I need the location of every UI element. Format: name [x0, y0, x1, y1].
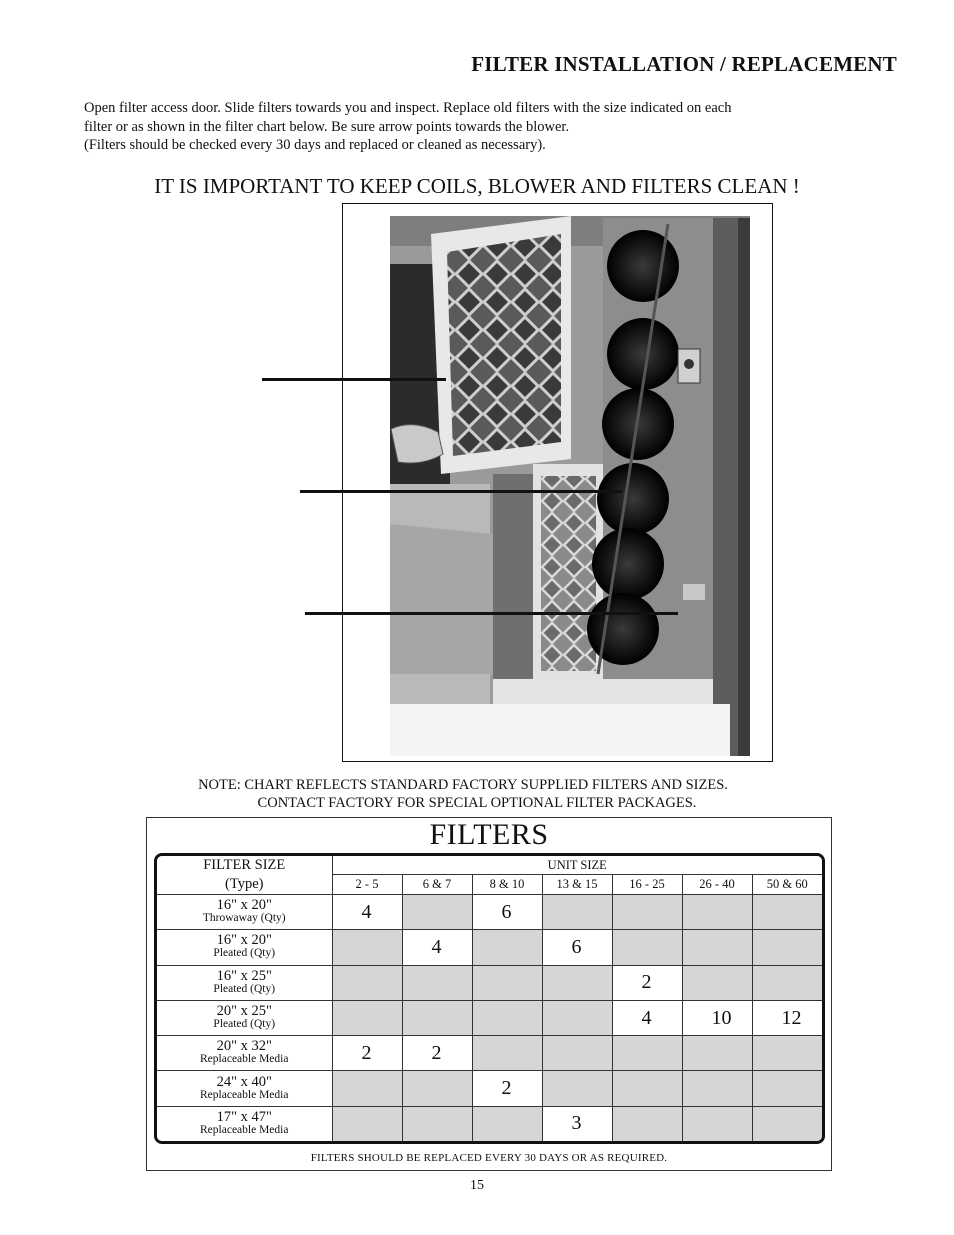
quantity-cell: [332, 965, 402, 1000]
quantity-cell: 6: [472, 895, 542, 930]
filter-size-header: [157, 856, 332, 895]
table-row: [157, 930, 822, 965]
quantity-cell: 2: [332, 1036, 402, 1071]
quantity-cell: [402, 1071, 472, 1106]
quantity-cell: [402, 1000, 472, 1035]
quantity-cell: [472, 930, 542, 965]
table-row: [157, 1106, 822, 1141]
quantity-cell: [612, 930, 682, 965]
quantity-cell: [402, 965, 472, 1000]
quantity-cell: [402, 895, 472, 930]
quantity-cell: [682, 1036, 752, 1071]
filter-size-cell: [157, 1036, 332, 1071]
intro-line-2: filter or as shown in the filter chart below. Be sure arrow points towards the blower.: [84, 118, 570, 135]
unit-size-col-3: 13 & 15: [542, 875, 612, 895]
filter-type-value: Pleated (Qty): [213, 947, 276, 960]
filter-size-label: FILTER SIZE: [203, 857, 286, 873]
page-number: 15: [470, 1178, 484, 1193]
filters-table: [154, 853, 825, 1144]
callout-line-blower: [305, 612, 678, 615]
filter-type-value: Pleated (Qty): [213, 1018, 276, 1031]
quantity-cell: 12: [752, 1000, 822, 1035]
quantity-cell: [332, 1106, 402, 1141]
quantity-cell: 3: [542, 1106, 612, 1141]
quantity-cell: 2: [472, 1071, 542, 1106]
filter-size-value: 24" x 40": [216, 1073, 272, 1090]
unit-size-col-5: 26 - 40: [682, 875, 752, 895]
filter-size-cell: [157, 965, 332, 1000]
filter-size-cell: [157, 930, 332, 965]
quantity-cell: [472, 1036, 542, 1071]
intro-line-3: (Filters should be checked every 30 days and replaced or cleaned as necessary).: [84, 137, 546, 153]
table-row: [157, 1071, 822, 1106]
quantity-cell: [682, 930, 752, 965]
quantity-cell: [332, 930, 402, 965]
callout-line-filter: [262, 378, 446, 381]
table-row: [157, 1000, 822, 1035]
filters-title: FILTERS: [429, 818, 549, 851]
filter-type-value: Replaceable Media: [200, 1123, 289, 1136]
unit-size-col-4: 16 - 25: [612, 875, 682, 895]
unit-size-col-0: 2 - 5: [332, 875, 402, 895]
unit-size-col-1: 6 & 7: [402, 875, 472, 895]
quantity-cell: [542, 1071, 612, 1106]
note-line-1: NOTE: CHART REFLECTS STANDARD FACTORY SUPPLIED FILTERS AND SIZES.: [198, 777, 728, 793]
table-header-row: [157, 856, 822, 875]
quantity-cell: 4: [402, 930, 472, 965]
quantity-cell: [402, 1106, 472, 1141]
filters-panel: [146, 817, 832, 1171]
unit-size-col-2: 8 & 10: [472, 875, 542, 895]
quantity-cell: [682, 1071, 752, 1106]
quantity-cell: [542, 1036, 612, 1071]
filter-size-value: 20" x 32": [216, 1038, 272, 1055]
quantity-cell: [332, 1071, 402, 1106]
quantity-cell: [682, 1106, 752, 1141]
filter-size-cell: [157, 1000, 332, 1035]
quantity-cell: [542, 965, 612, 1000]
quantity-cell: [612, 1106, 682, 1141]
quantity-cell: [472, 1106, 542, 1141]
quantity-cell: [612, 1071, 682, 1106]
note-line-2: CONTACT FACTORY FOR SPECIAL OPTIONAL FILTER PACKAGES.: [257, 795, 697, 811]
filter-installation-photo: [342, 203, 773, 762]
quantity-cell: [472, 965, 542, 1000]
replacement-note: FILTERS SHOULD BE REPLACED EVERY 30 DAYS OR AS REQUIRED.: [310, 1152, 668, 1164]
quantity-cell: [752, 930, 822, 965]
table-row: [157, 1036, 822, 1071]
quantity-cell: [542, 1000, 612, 1035]
quantity-cell: [472, 1000, 542, 1035]
filter-size-value: 20" x 25": [216, 1003, 272, 1020]
quantity-cell: [682, 895, 752, 930]
filter-size-value: 16" x 25": [216, 967, 272, 984]
quantity-cell: 10: [682, 1000, 752, 1035]
quantity-cell: [752, 1036, 822, 1071]
unit-photo-illustration: [343, 204, 772, 761]
quantity-cell: 4: [612, 1000, 682, 1035]
filter-size-cell: [157, 895, 332, 930]
quantity-cell: 2: [612, 965, 682, 1000]
quantity-cell: [752, 1071, 822, 1106]
table-row: [157, 965, 822, 1000]
filter-type-value: Throwaway (Qty): [202, 912, 286, 925]
intro-line-1: Open filter access door. Slide filters towards you and inspect. Replace old filters with the size indicated on each: [84, 100, 732, 116]
table-row: [157, 895, 822, 930]
quantity-cell: [682, 965, 752, 1000]
filter-type-label: (Type): [225, 876, 264, 892]
intro-paragraph: [84, 99, 904, 155]
filter-size-cell: [157, 1071, 332, 1106]
unit-size-col-6: 50 & 60: [752, 875, 822, 895]
quantity-cell: [542, 895, 612, 930]
important-notice: IT IS IMPORTANT TO KEEP COILS, BLOWER AND FILTERS CLEAN !: [154, 174, 800, 198]
quantity-cell: [612, 895, 682, 930]
unit-size-header: UNIT SIZE: [332, 856, 822, 875]
quantity-cell: 4: [332, 895, 402, 930]
chart-note: [0, 776, 954, 812]
quantity-cell: [752, 1106, 822, 1141]
filter-size-value: 16" x 20": [216, 897, 272, 914]
callout-line-coil: [300, 490, 622, 493]
filter-size-cell: [157, 1106, 332, 1141]
filter-size-value: 17" x 47": [216, 1108, 272, 1125]
quantity-cell: 6: [542, 930, 612, 965]
quantity-cell: 2: [402, 1036, 472, 1071]
quantity-cell: [612, 1036, 682, 1071]
quantity-cell: [332, 1000, 402, 1035]
filter-size-value: 16" x 20": [216, 932, 272, 949]
quantity-cell: [752, 895, 822, 930]
filter-type-value: Pleated (Qty): [213, 982, 276, 995]
filter-type-value: Replaceable Media: [200, 1088, 289, 1101]
quantity-cell: [752, 965, 822, 1000]
section-title: FILTER INSTALLATION / REPLACEMENT: [471, 52, 897, 76]
filter-type-value: Replaceable Media: [200, 1053, 289, 1066]
